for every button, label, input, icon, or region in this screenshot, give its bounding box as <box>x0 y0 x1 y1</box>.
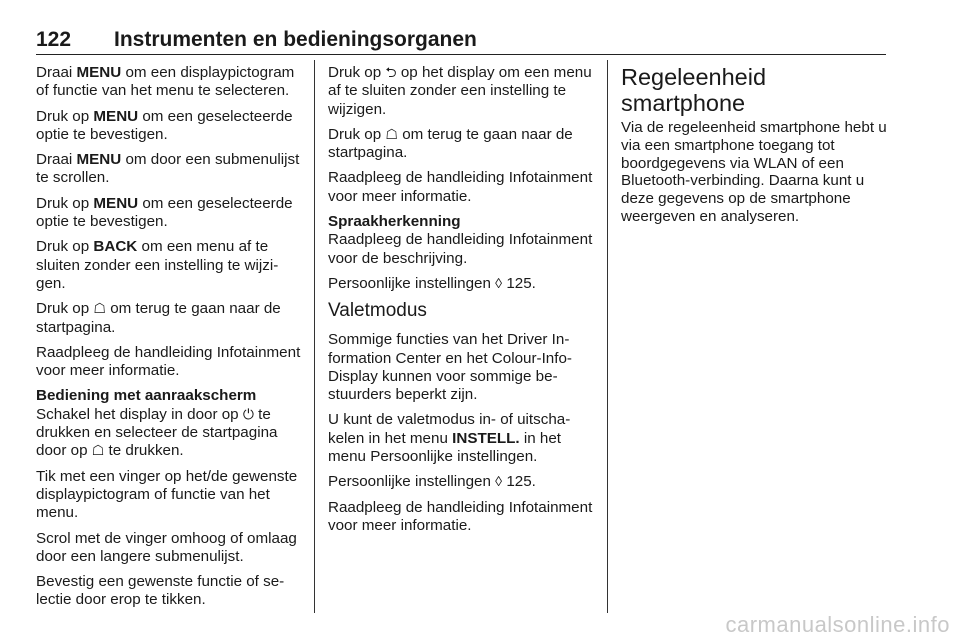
paragraph: Draai MENU om door een submenulijst te scrollen. <box>36 151 300 187</box>
paragraph: Raadpleeg de handleiding Infotainment voor meer informatie. <box>328 498 593 534</box>
paragraph: Scrol met de vinger omhoog of omlaag door een langere submenulijst. <box>36 529 297 565</box>
home-icon: ☖ <box>385 125 398 142</box>
section-heading: Regeleenheid smartphone <box>621 64 767 116</box>
column-divider <box>607 60 608 613</box>
power-icon: ⏻ <box>242 405 254 422</box>
subheading: Spraakherkenning <box>328 213 461 231</box>
paragraph: Raadpleeg de handleiding Infotainment voor meer informatie. <box>328 169 593 205</box>
page-ref-icon: ◊ <box>495 473 503 490</box>
paragraph: Raadpleeg de handleiding Infotainment voor de beschrijving. <box>328 231 593 267</box>
paragraph: Druk op ☖ om terug te gaan naar de startpagina. <box>36 300 281 336</box>
key-label: INSTELL. <box>452 429 520 447</box>
paragraph: Druk op MENU om een geselecteerde optie te bevestigen. <box>36 194 293 231</box>
home-icon: ☖ <box>91 442 105 459</box>
key-label: BACK <box>93 238 138 256</box>
paragraph: Draai MENU om een displaypictogram of functie van het menu te selecteren. <box>36 64 295 100</box>
paragraph: Raadpleeg de handleiding Infotainment voor meer informatie. <box>36 343 301 380</box>
key-label: MENU <box>76 64 122 81</box>
key-label: MENU <box>93 107 139 125</box>
column-1 <box>36 64 302 617</box>
key-label: MENU <box>76 151 122 169</box>
paragraph: Sommige functies van het Driver Information Center en het Colour-Info-Display kunnen voor sommige bestuurders beperkt zijn. <box>328 331 572 404</box>
paragraph: Tik met een vinger op het/de gewenste displaypictogram of functie van het menu. <box>36 467 298 522</box>
paragraph: Druk op ⮌ op het display om een menu af te sluiten zonder een instelling te wijzigen. <box>328 64 592 118</box>
paragraph: Druk op MENU om een geselecteerde optie te bevestigen. <box>36 107 293 143</box>
paragraph: Bevestig een gewenste functie of selectie door erop te tikken. <box>36 573 285 609</box>
page-ref-icon: ◊ <box>495 274 503 291</box>
subheading: Bediening met aanraakscherm <box>36 387 257 405</box>
paragraph: Persoonlijke instellingen ◊ 125. <box>328 473 536 491</box>
paragraph: U kunt de valetmodus in- of uitschakelen in het menu INSTELL. in het menu Persoonlijke instellingen. <box>328 411 571 466</box>
key-label: MENU <box>93 194 139 212</box>
paragraph: Druk op ☖ om terug te gaan naar de startpagina. <box>328 125 573 162</box>
section-heading: Valetmodus <box>328 300 427 322</box>
page-title: Instrumenten en bedieningsorganen <box>114 28 477 51</box>
paragraph: Schakel het display in door op ⏻ te drukken en selecteer de startpagina door op ☖ te drukken. <box>36 405 278 460</box>
column-2 <box>328 64 594 542</box>
page-header <box>36 28 886 55</box>
column-3 <box>621 64 887 233</box>
column-divider <box>314 60 315 613</box>
paragraph: Via de regeleenheid smartphone hebt u via een smartphone toegang tot boordgegevens via WLAN of een Bluetooth-verbinding. Daarna kunt u deze gegevens op de smartphone weergeven en analyseren. <box>621 119 887 225</box>
home-icon: ☖ <box>93 300 106 317</box>
back-arrow-icon: ⮌ <box>385 64 397 80</box>
page-number: 122 <box>36 28 72 51</box>
paragraph: Druk op BACK om een menu af te sluiten zonder een instelling te wijzigen. <box>36 238 279 292</box>
paragraph: Persoonlijke instellingen ◊ 125. <box>328 274 536 292</box>
watermark: carmanualsonline.info <box>725 612 950 637</box>
